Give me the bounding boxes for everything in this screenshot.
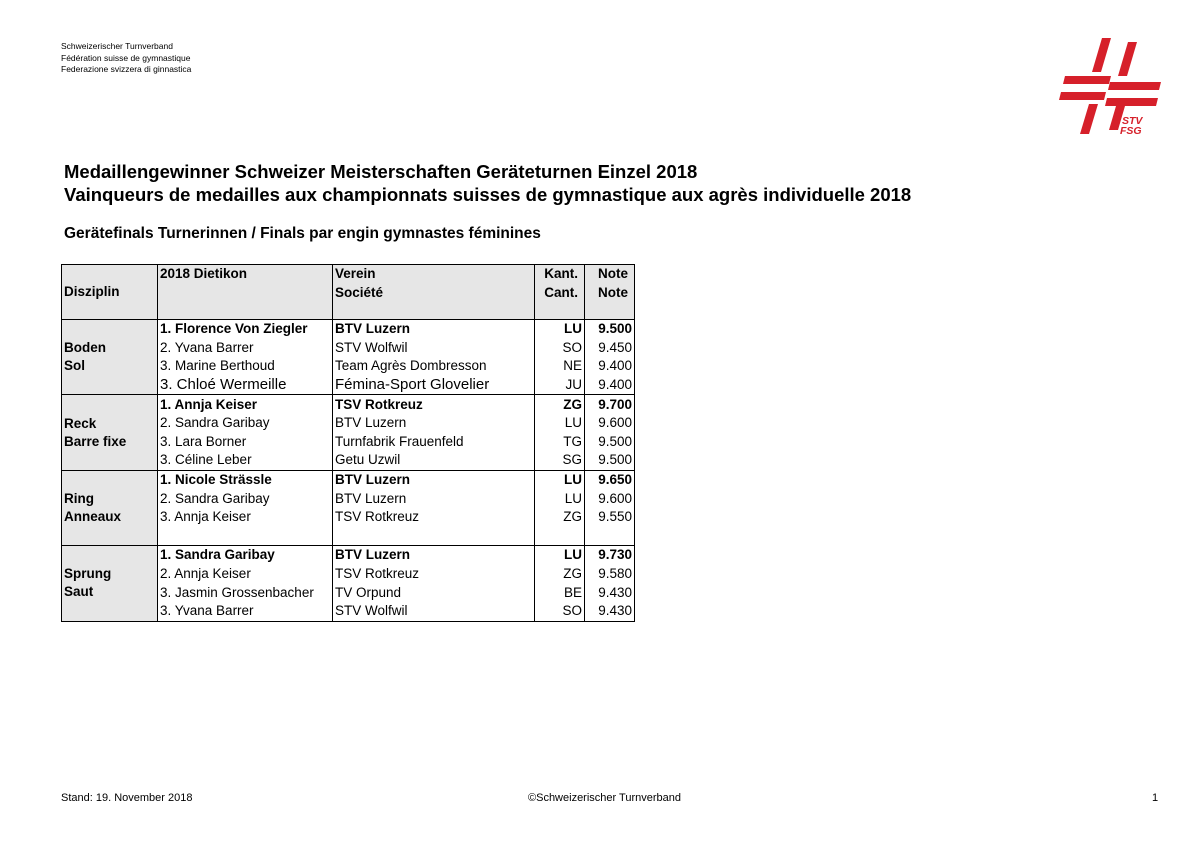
header-event-label: 2018 Dietikon — [160, 266, 248, 281]
score: 9.500 — [585, 320, 635, 339]
discipline-cell-reck — [62, 395, 158, 470]
athlete-name: 3. Jasmin Grossenbacher — [158, 583, 333, 602]
discipline-fr: Barre fixe — [64, 433, 127, 449]
org-name-fr: Fédération suisse de gymnastique — [61, 52, 191, 63]
score: 9.600 — [585, 414, 635, 433]
canton: LU — [535, 546, 585, 565]
athlete-name: 1. Annja Keiser — [158, 395, 333, 414]
score: 9.730 — [585, 546, 635, 565]
org-name-it: Federazione svizzera di ginnastica — [61, 64, 192, 74]
canton: NE — [535, 357, 585, 376]
logo-text-fsg: FSG — [1120, 125, 1142, 134]
club-name: Team Agrès Dombresson — [333, 357, 535, 376]
club-name: TSV Rotkreuz — [333, 395, 535, 414]
title-line-de: Medaillengewinner Schweizer Meisterschaften Geräteturnen Einzel 2018 — [64, 161, 698, 182]
canton: SG — [535, 451, 585, 470]
score: 9.500 — [585, 451, 635, 470]
logo-text-stv: STV — [1122, 115, 1143, 127]
org-name-de: Schweizerischer Turnverband — [61, 41, 173, 51]
club-name: STV Wolfwil — [333, 602, 535, 621]
section-subtitle: Gerätefinals Turnerinnen / Finals par engin gymnastes féminines — [64, 225, 541, 242]
score: 9.500 — [585, 433, 635, 452]
discipline-fr: Saut — [64, 584, 94, 600]
athlete-name: 2. Sandra Garibay — [158, 489, 333, 508]
header-note-fr: Note — [598, 284, 628, 300]
header-verein — [333, 265, 535, 320]
logo-cross-shape — [1059, 38, 1161, 134]
athlete-name: 2. Sandra Garibay — [158, 414, 333, 433]
athlete-name: 3. Marine Berthoud — [158, 357, 333, 376]
score: 9.600 — [585, 489, 635, 508]
discipline-fr: Sol — [64, 358, 86, 374]
club-name: TSV Rotkreuz — [333, 508, 535, 527]
athlete-name: 3. Yvana Barrer — [158, 602, 333, 621]
discipline-de: Boden — [64, 340, 106, 356]
score: 9.400 — [585, 357, 635, 376]
discipline-de: Sprung — [64, 566, 112, 582]
discipline-cell-boden — [62, 320, 158, 395]
table-row — [62, 470, 635, 489]
club-name: Fémina-Sport Glovelier — [333, 376, 535, 395]
athlete-name: 3. Lara Borner — [158, 433, 333, 452]
header-kant — [535, 265, 585, 320]
score — [585, 527, 635, 546]
athlete-name — [158, 527, 333, 546]
table-row — [62, 395, 635, 414]
canton: ZG — [535, 508, 585, 527]
canton: BE — [535, 583, 585, 602]
header-kant-fr: Cant. — [544, 284, 578, 300]
document-title — [64, 160, 911, 206]
club-name: BTV Luzern — [333, 546, 535, 565]
canton — [535, 527, 585, 546]
canton: SO — [535, 339, 585, 358]
discipline-cell-sprung — [62, 546, 158, 621]
athlete-name: 2. Yvana Barrer — [158, 339, 333, 358]
athlete-name: 3. Céline Leber — [158, 451, 333, 470]
canton: TG — [535, 433, 585, 452]
score: 9.400 — [585, 376, 635, 395]
title-line-fr: Vainqueurs de medailles aux championnats suisses de gymnastique aux agrès individuelle 2018 — [64, 184, 912, 205]
table-row — [62, 320, 635, 339]
canton: ZG — [535, 395, 585, 414]
header-note-de: Note — [598, 266, 628, 281]
athlete-name: 1. Florence Von Ziegler — [158, 320, 333, 339]
athlete-name: 1. Nicole Strässle — [158, 470, 333, 489]
score: 9.580 — [585, 565, 635, 584]
header-note — [585, 265, 635, 320]
discipline-cell-ring — [62, 470, 158, 545]
table-row — [62, 546, 635, 565]
canton: LU — [535, 414, 585, 433]
header-verein-fr: Société — [335, 284, 384, 300]
footer-copyright: ©Schweizerischer Turnverband — [528, 792, 682, 804]
organization-header — [61, 41, 191, 76]
score: 9.430 — [585, 602, 635, 621]
canton: LU — [535, 489, 585, 508]
athlete-name: 2. Annja Keiser — [158, 565, 333, 584]
discipline-fr: Anneaux — [64, 508, 122, 524]
table-header-row — [62, 265, 635, 320]
header-kant-de: Kant. — [544, 266, 578, 281]
athlete-name: 3. Chloé Wermeille — [158, 376, 333, 395]
club-name: BTV Luzern — [333, 414, 535, 433]
score: 9.450 — [585, 339, 635, 358]
club-name: Turnfabrik Frauenfeld — [333, 433, 535, 452]
header-event — [158, 265, 333, 320]
header-disziplin — [62, 265, 158, 320]
athlete-name: 3. Annja Keiser — [158, 508, 333, 527]
canton: LU — [535, 320, 585, 339]
athlete-name: 1. Sandra Garibay — [158, 546, 333, 565]
club-name — [333, 527, 535, 546]
club-name: Getu Uzwil — [333, 451, 535, 470]
club-name: BTV Luzern — [333, 470, 535, 489]
discipline-de: Ring — [64, 490, 94, 506]
canton: JU — [535, 376, 585, 395]
club-name: STV Wolfwil — [333, 339, 535, 358]
footer-date: Stand: 19. November 2018 — [61, 792, 193, 804]
score: 9.700 — [585, 395, 635, 414]
club-name: BTV Luzern — [333, 320, 535, 339]
canton: LU — [535, 470, 585, 489]
club-name: TSV Rotkreuz — [333, 565, 535, 584]
discipline-de: Reck — [64, 415, 97, 431]
canton: SO — [535, 602, 585, 621]
canton: ZG — [535, 565, 585, 584]
club-name: BTV Luzern — [333, 489, 535, 508]
header-verein-de: Verein — [335, 266, 376, 281]
score: 9.650 — [585, 470, 635, 489]
results-table — [61, 264, 635, 622]
header-disziplin-label: Disziplin — [64, 284, 120, 299]
score: 9.550 — [585, 508, 635, 527]
score: 9.430 — [585, 583, 635, 602]
club-name: TV Orpund — [333, 583, 535, 602]
stv-fsg-logo — [1058, 38, 1162, 134]
footer-page-number: 1 — [1152, 792, 1159, 804]
